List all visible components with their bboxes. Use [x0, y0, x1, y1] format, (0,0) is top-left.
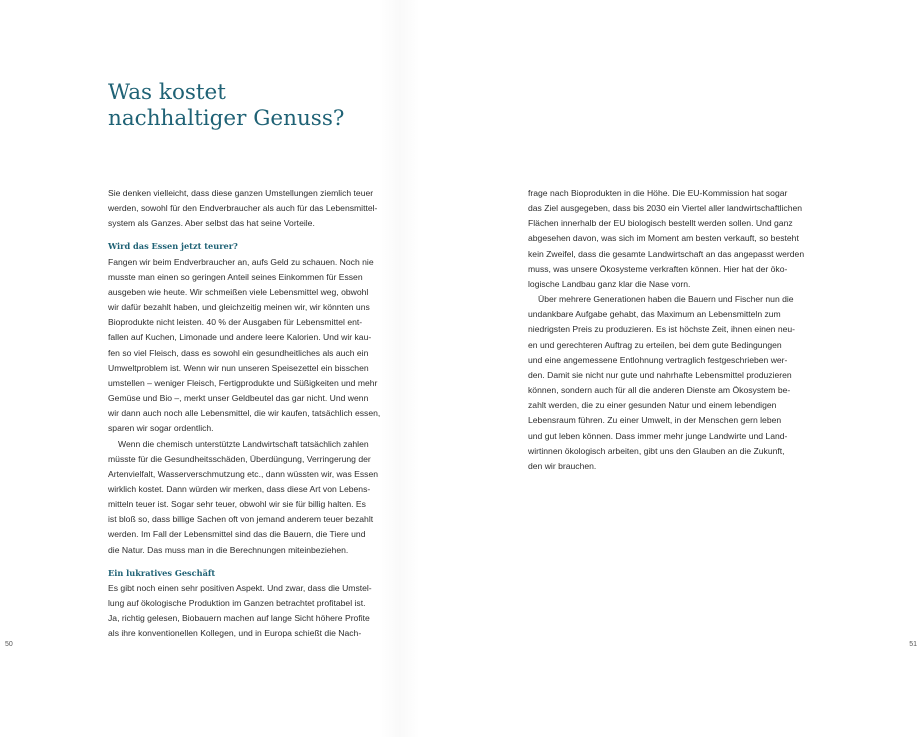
text-line: Artenvielfalt, Wasserverschmutzung etc., dann wüssten wir, was Essen: [108, 468, 379, 479]
page-number-right: 51: [909, 641, 917, 648]
chapter-title-line-2: nachhaltiger Genuss?: [108, 106, 345, 131]
text-line: musste man einen so geringen Anteil seines Einkommen für Essen: [108, 271, 363, 282]
text-line: den wir brauchen.: [528, 460, 597, 471]
text-line: Es gibt noch einen sehr positiven Aspekt. Und zwar, dass die Umstel-: [108, 582, 372, 593]
paragraph-first-line: Wenn die chemisch unterstützte Landwirtschaft tatsächlich zahlen: [118, 438, 369, 449]
paragraph-first-line: Über mehrere Generationen haben die Bauern und Fischer nun die: [538, 294, 794, 305]
text-line: Gemüse und Bio –, merkt unser Geldbeutel das gar nicht. Und wenn: [108, 393, 369, 404]
text-line: fallen auf Kuchen, Limonade und andere leere Kalorien. Und wir kau-: [108, 332, 372, 343]
text-line: Fangen wir beim Endverbraucher an, aufs Geld zu schauen. Noch nie: [108, 256, 374, 267]
text-line: und gut leben können. Dass immer mehr junge Landwirte und Land-: [528, 430, 788, 441]
page-number-left: 50: [5, 641, 13, 648]
text-line: umstellen – weniger Fleisch, Fertigprodukte und Süßigkeiten und mehr: [108, 377, 378, 388]
text-line: niedrigsten Preis zu produzieren. Es ist höchste Zeit, ihnen einen neu-: [528, 324, 796, 335]
text-line: sparen wir sogar ordentlich.: [108, 423, 214, 434]
text-line: müsste für die Gesundheitsschäden, Überdüngung, Verringerung der: [108, 453, 371, 464]
text-line: wirtinnen ökologisch arbeiten, gibt uns den Glauben an die Zukunft,: [528, 445, 785, 456]
section-heading: Ein lukratives Geschäft: [108, 567, 216, 578]
text-line: ausgeben wie heute. Wir schmeißen viele Lebensmittel weg, obwohl: [108, 286, 369, 297]
text-line: wir dafür bezahlt haben, und gleichzeitig meinen wir, wir könnten uns: [108, 302, 370, 313]
text-line: muss, was unsere Ökosysteme verkraften können. Hier hat der öko-: [528, 263, 788, 274]
text-line: system als Ganzes. Aber selbst das hat seine Vorteile.: [108, 218, 315, 229]
text-line: Flächen innerhalb der EU biologisch bestellt werden sollen. Und ganz: [528, 218, 793, 229]
left-page-text: [108, 186, 400, 642]
text-line: werden. Im Fall der Lebensmittel sind das die Bauern, die Tiere und: [108, 529, 366, 540]
text-line: den. Damit sie nicht nur gute und nahrhafte Lebensmittel produzieren: [528, 369, 792, 380]
text-line: frage nach Bioprodukten in die Höhe. Die EU-Kommission hat sogar: [528, 188, 788, 198]
text-line: kein Zweifel, dass die gesamte Landwirtschaft an das angepasst werden: [528, 248, 805, 259]
section-heading: Wird das Essen jetzt teurer?: [108, 241, 238, 252]
chapter-title: [108, 80, 428, 132]
text-line: Umweltproblem ist. Wenn wir nun unseren Speisezettel ein bisschen: [108, 362, 369, 373]
text-line: undankbare Aufgabe gehabt, das Maximum an Lebensmitteln zum: [528, 309, 781, 320]
text-line: wir dann auch noch alle Lebensmittel, die wir kaufen, tatsächlich essen,: [108, 408, 381, 419]
paragraph-gap: [108, 558, 400, 566]
text-line: als ihre konventionellen Kollegen, und in Europa schießt die Nach-: [108, 628, 362, 639]
paragraph-gap: [108, 231, 400, 239]
text-line: Lebensraum führen. Zu einer Umwelt, in der Menschen gern leben: [528, 415, 782, 426]
text-line: lung auf ökologische Produktion im Ganzen betrachtet profitabel ist.: [108, 598, 366, 609]
text-line: werden, sowohl für den Endverbraucher als auch für das Lebensmittel-: [108, 203, 378, 214]
text-line: abgesehen davon, was sich im Moment am besten verkauft, so besteht: [528, 233, 799, 244]
chapter-title-line-1: Was kostet: [108, 80, 226, 105]
text-line: fen so viel Fleisch, dass es sowohl ein gesundheitliches als auch ein: [108, 347, 369, 358]
text-line: können, sondern auch für all die anderen Dienste am Ökosystem be-: [528, 385, 791, 396]
text-line: das Ziel ausgegeben, dass bis 2030 ein Viertel aller landwirtschaftlichen: [528, 203, 803, 214]
text-line: mitteln teuer ist. Sogar sehr teuer, obwohl wir sie für billig halten. Es: [108, 499, 366, 510]
text-line: Bioprodukte nicht leisten. 40 % der Ausgaben für Lebensmittel ent-: [108, 317, 363, 328]
text-line: die Natur. Das muss man in die Berechnungen miteinbeziehen.: [108, 544, 349, 555]
text-line: wirklich kostet. Dann würden wir merken, dass diese Art von Lebens-: [108, 483, 371, 494]
text-line: en und gerechteren Auftrag zu erteilen, bei dem gute Bedingungen: [528, 339, 782, 350]
right-page-text: [528, 186, 820, 474]
text-line: Sie denken vielleicht, dass diese ganzen Umstellungen ziemlich teuer: [108, 188, 374, 198]
text-line: logische Landbau ganz klar die Nase vorn.: [528, 278, 691, 289]
text-line: und eine angemessene Entlohnung vertraglich festgeschrieben wer-: [528, 354, 788, 365]
text-line: zahlt werden, die zu einer gesunden Natur und einem lebendigen: [528, 400, 777, 411]
text-line: ist bloß so, dass billige Sachen oft von jemand anderem teuer bezahlt: [108, 514, 374, 525]
text-line: Ja, richtig gelesen, Biobauern machen auf lange Sicht höhere Profite: [108, 613, 370, 624]
